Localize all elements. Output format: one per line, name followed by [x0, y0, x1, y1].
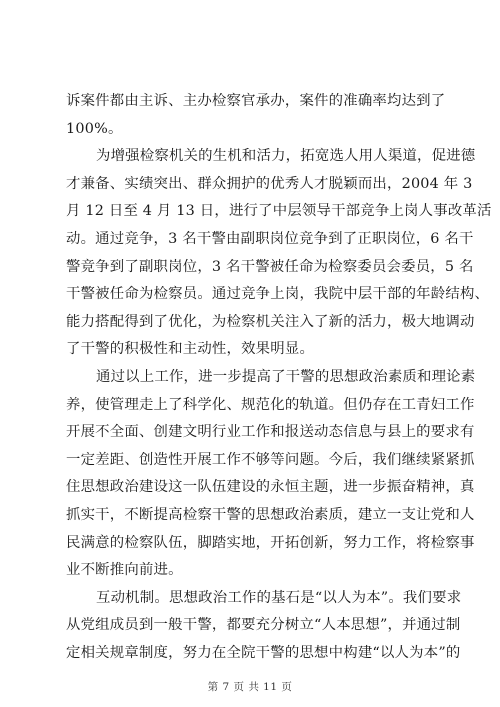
text-line: 通过以上工作，进一步提高了干警的思想政治素质和理论素 — [96, 368, 476, 385]
document-body — [66, 88, 492, 667]
text-line: 住思想政治建设这一队伍建设的永恒主题，进一步振奋精神，真 — [66, 479, 475, 496]
paragraph — [66, 143, 492, 364]
text-line: 警竞争到了副职岗位，3 名干警被任命为检察委员会委员，5 名 — [66, 258, 474, 275]
paragraph — [66, 88, 448, 143]
text-line: 了干警的积极性和主动性，效果明显。 — [66, 341, 315, 358]
text-line: 月 12 日至 4 月 13 日，进行了中层领导干部竞争上岗人事改革活 — [66, 203, 492, 220]
text-line: 干警被任命为检察员。通过竞争上岗，我院中层干部的年龄结构、 — [66, 286, 490, 303]
text-line: 从党组成员到一般干警，都要充分树立“人本思想”，并通过制 — [66, 617, 461, 634]
paragraph — [66, 585, 462, 668]
text-line: 才兼备、实绩突出、群众拥护的优秀人才脱颖而出，2004 年 3 — [66, 175, 473, 192]
text-line: 100%。 — [66, 120, 123, 137]
page-number-footer: 第 7 页 共 11 页 — [207, 681, 293, 693]
text-line: 能力搭配得到了优化，为检察机关注入了新的活力，极大地调动 — [66, 313, 475, 330]
text-line: 为增强检察机关的生机和活力，拓宽选人用人渠道，促进德 — [96, 148, 476, 165]
text-line: 业不断推向前进。 — [66, 562, 183, 579]
text-line: 动。通过竞争，3 名干警由副职岗位竞争到了正职岗位，6 名干 — [66, 230, 474, 247]
text-line: 养，使管理走上了科学化、规范化的轨道。但仍存在工青妇工作 — [66, 396, 475, 413]
text-line: 抓实干，不断提高检察干警的思想政治素质，建立一支让党和人 — [66, 506, 475, 523]
text-line: 互动机制。思想政治工作的基石是“以人为本”。我们要求 — [96, 589, 462, 606]
text-line: 开展不全面、创建文明行业工作和报送动态信息与县上的要求有 — [66, 424, 475, 441]
text-line: 民满意的检察队伍，脚踏实地，开拓创新，努力工作，将检察事 — [66, 534, 475, 551]
text-line: 一定差距、创造性开展工作不够等问题。今后，我们继续紧紧抓 — [66, 451, 475, 468]
text-line: 诉案件都由主诉、主办检察官承办，案件的准确率均达到了 — [66, 93, 446, 109]
text-line: 定相关规章制度，努力在全院干警的思想中构建“以人为本”的 — [66, 644, 461, 661]
paragraph — [66, 364, 476, 585]
